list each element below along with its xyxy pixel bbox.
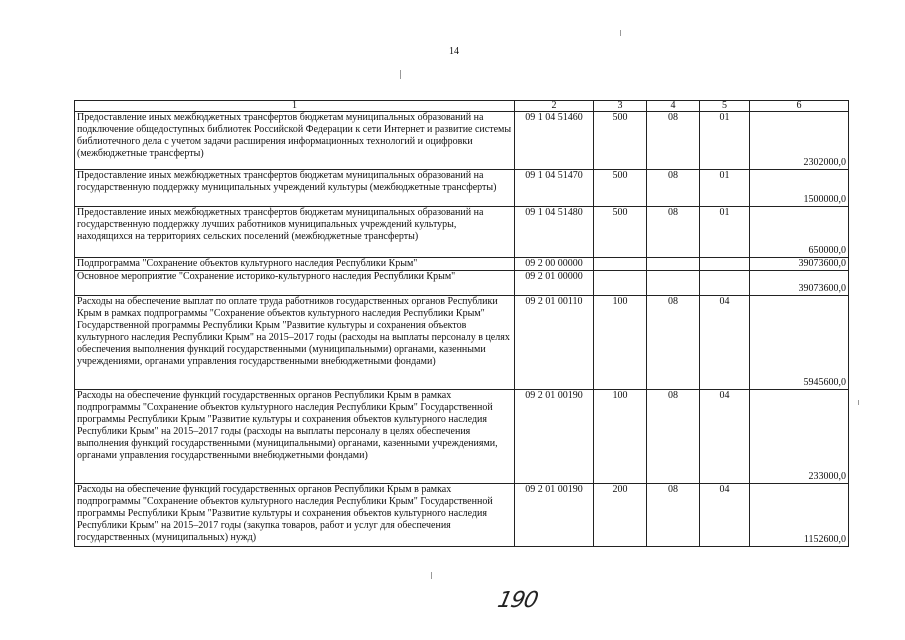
row-sum: 233000,0: [750, 390, 849, 484]
row-rz: 08: [647, 207, 700, 258]
row-code: 09 2 01 00190: [515, 484, 594, 547]
row-description: Расходы на обеспечение функций государственных органов Республики Крым в рамках подпрограммы "Сохранение объектов культурного наследия Республики Крым" Государственной программы Республики Крым "Развитие культуры и сохранения объектов культурного наследия Республики Крым" на 2015–2017 годы (расходы на выплаты персоналу в целях обеспечения выполнения функций государственными (муниципальными) органами, казенными учреждениями, органами управления государственными внебюджетными фондами): [75, 390, 515, 484]
row-sum: 650000,0: [750, 207, 849, 258]
column-header: 1: [75, 101, 515, 112]
table-row: [75, 207, 849, 258]
row-rz: 08: [647, 390, 700, 484]
handwritten-page-number: 190: [495, 588, 540, 613]
page-number: 14: [449, 46, 459, 57]
column-header: 4: [647, 101, 700, 112]
table-row: [75, 296, 849, 390]
row-pr: 04: [700, 390, 750, 484]
row-vr: 500: [594, 112, 647, 170]
row-description: Расходы на обеспечение функций государственных органов Республики Крым в рамках подпрограммы "Сохранение объектов культурного наследия Республики Крым" Государственной программы Республики Крым "Развитие культуры и сохранения объектов культурного наследия Республики Крым" на 2015–2017 годы (закупка товаров, работ и услуг для обеспечения государственных (муниципальных) нужд): [75, 484, 515, 547]
row-sum: 39073600,0: [750, 271, 849, 296]
row-vr: 200: [594, 484, 647, 547]
row-pr: 01: [700, 207, 750, 258]
row-rz: 08: [647, 112, 700, 170]
row-sum: 1152600,0: [750, 484, 849, 547]
header-row: [75, 101, 849, 112]
row-pr: 01: [700, 112, 750, 170]
row-vr: [594, 258, 647, 271]
row-pr: 01: [700, 170, 750, 207]
row-code: 09 1 04 51460: [515, 112, 594, 170]
column-header: 3: [594, 101, 647, 112]
row-description: Предоставление иных межбюджетных трансфертов бюджетам муниципальных образований на государственную поддержку лучших работников муниципальных учреждений культуры, находящихся на территориях сельских поселений (межбюджетные трансферты): [75, 207, 515, 258]
row-code: 09 2 01 00000: [515, 271, 594, 296]
table-row: [75, 484, 849, 547]
row-sum: 1500000,0: [750, 170, 849, 207]
row-rz: 08: [647, 170, 700, 207]
row-code: 09 2 01 00110: [515, 296, 594, 390]
column-header: 5: [700, 101, 750, 112]
row-vr: 500: [594, 207, 647, 258]
table-row: [75, 271, 849, 296]
row-pr: 04: [700, 484, 750, 547]
row-sum: 39073600,0: [750, 258, 849, 271]
column-header: 2: [515, 101, 594, 112]
row-vr: [594, 271, 647, 296]
row-code: 09 1 04 51470: [515, 170, 594, 207]
scan-speck: [400, 70, 401, 79]
row-vr: 100: [594, 296, 647, 390]
table-row: [75, 112, 849, 170]
row-sum: 2302000,0: [750, 112, 849, 170]
row-rz: 08: [647, 296, 700, 390]
scan-speck: [858, 400, 859, 405]
row-rz: [647, 258, 700, 271]
row-code: 09 2 01 00190: [515, 390, 594, 484]
row-pr: [700, 258, 750, 271]
row-pr: [700, 271, 750, 296]
row-vr: 500: [594, 170, 647, 207]
row-description: Основное мероприятие "Сохранение историко-культурного наследия Республики Крым": [75, 271, 515, 296]
row-rz: [647, 271, 700, 296]
row-description: Предоставление иных межбюджетных трансфертов бюджетам муниципальных образований на подключение общедоступных библиотек Российской Федерации к сети Интернет и развитие системы библиотечного дела с учетом задачи расширения информационных технологий и оцифровки (межбюджетные трансферты): [75, 112, 515, 170]
scan-speck: [431, 572, 432, 579]
table-row: [75, 170, 849, 207]
table-row: [75, 258, 849, 271]
row-sum: 5945600,0: [750, 296, 849, 390]
row-vr: 100: [594, 390, 647, 484]
row-description: Предоставление иных межбюджетных трансфертов бюджетам муниципальных образований на государственную поддержку муниципальных учреждений культуры (межбюджетные трансферты): [75, 170, 515, 207]
row-pr: 04: [700, 296, 750, 390]
table-row: [75, 390, 849, 484]
row-description: Подпрограмма "Сохранение объектов культурного наследия Республики Крым": [75, 258, 515, 271]
budget-table: [74, 100, 849, 547]
row-code: 09 1 04 51480: [515, 207, 594, 258]
row-rz: 08: [647, 484, 700, 547]
column-header: 6: [750, 101, 849, 112]
scan-speck: [620, 30, 621, 36]
row-code: 09 2 00 00000: [515, 258, 594, 271]
row-description: Расходы на обеспечение выплат по оплате труда работников государственных органов Республики Крым в рамках подпрограммы "Сохранение объектов культурного наследия Республики Крым" Государственной программы Республики Крым "Развитие культуры и сохранения объектов культурного наследия Республики Крым" на 2015–2017 годы (расходы на выплаты персоналу в целях обеспечения выполнения функций государственными (муниципальными) органами, казенными учреждениями, органами управления государственными внебюджетными фондами): [75, 296, 515, 390]
